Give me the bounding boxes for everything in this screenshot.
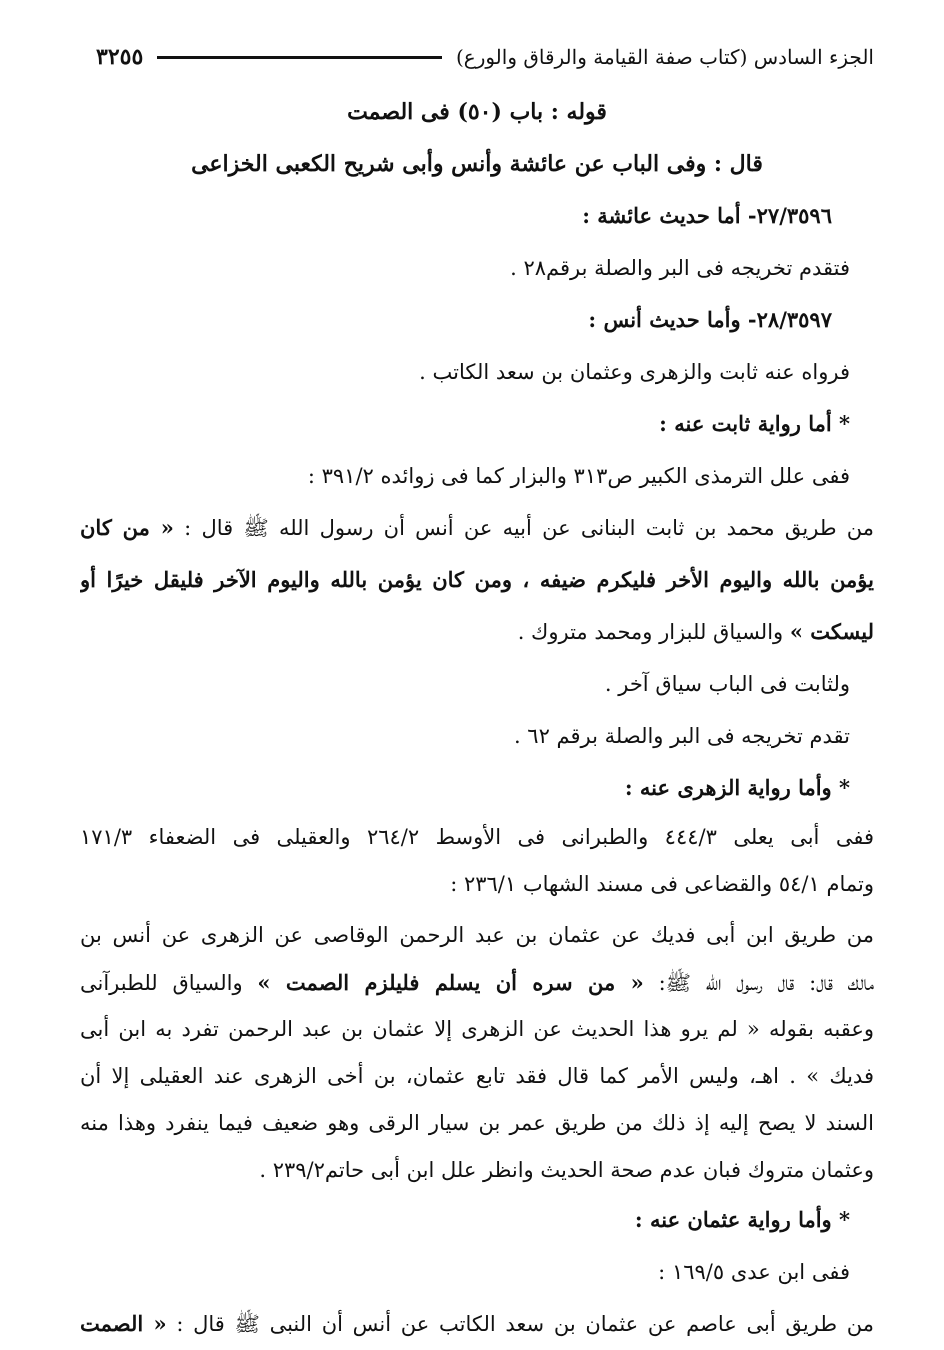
commentary-text: والسياق للبزار ومحمد متروك . <box>517 620 784 644</box>
hadith-matn-line: يؤمن بالله واليوم الأخر فليكرم ضيفه ، ومن كان يؤمن بالله واليوم الآخر فليقل خيرًا أو <box>80 567 874 592</box>
text-line <box>80 502 874 554</box>
subheading-uthman: * وأما رواية عثمان عنه : <box>634 1207 850 1232</box>
isnad-text: من طريق أبى عاصم عن عثمان بن سعد الكاتب عن أنس أن النبى ﷺ قال : <box>176 1312 874 1336</box>
text-line: ولثابت فى الباب سياق آخر . <box>604 672 850 696</box>
text-line: ففى أبى يعلى ٤٤٤/٣ والطبرانى فى الأوسط ٢٦٤/٢ والعقيلى فى الضعفاء ١٧١/٣ <box>80 825 874 849</box>
hadith-matn: « الصمت <box>80 1311 167 1336</box>
page-header <box>96 40 874 74</box>
subheading-thabit: * أما رواية ثابت عنه : <box>659 411 850 436</box>
tirmidhi-statement: قال : وفى الباب عن عائشة وأنس وأبى شريح الكعبى الخزاعى <box>191 151 763 177</box>
text-line <box>80 959 874 1006</box>
text-line: من طريق ابن أبى فديك عن عثمان بن عبد الرحمن الوقاصى عن الزهرى عن أنس بن <box>80 923 874 947</box>
header-rule <box>157 56 442 59</box>
hadith-matn: « من سره أن يسلم فليلزم الصمت » <box>257 970 644 995</box>
text-line <box>80 606 874 658</box>
page-number: ٣٢٥٥ <box>96 44 144 70</box>
text-line: فديك » . اهـ، وليس الأمر كما قال فقد تابع عثمان، بن أخى الزهرى عند العقيلى إلا أن <box>80 1064 874 1088</box>
chapter-heading: قوله : باب (٥٠) فى الصمت <box>347 99 607 125</box>
isnad-text: مالك قال: قال رسول الله ﷺ: <box>658 971 874 995</box>
hadith-heading-aisha: ٢٧/٣٥٩٦- أما حديث عائشة : <box>582 203 832 228</box>
text-line: فرواه عنه ثابت والزهرى وعثمان بن سعد الكاتب . <box>419 360 850 384</box>
isnad-text: من طريق محمد بن ثابت البنانى عن أبيه عن أنس أن رسول الله ﷺ قال : <box>184 516 874 540</box>
text-line: وعقبه بقوله « لم يرو هذا الحديث عن الزهرى إلا عثمان بن عبد الرحمن تفرد به ابن أبى <box>80 1017 874 1041</box>
text-line: تقدم تخريجه فى البر والصلة برقم ٦٢ . <box>513 724 850 748</box>
text-line: وعثمان متروك فبان عدم صحة الحديث وانظر علل ابن أبى حاتم٢٣٩/٢ . <box>259 1158 874 1182</box>
text-line: ففى ابن عدى ١٦٩/٥ : <box>658 1260 850 1284</box>
hadith-matn: ليسكت » <box>789 619 874 644</box>
text-line: فتقدم تخريجه فى البر والصلة برقم٢٨ . <box>510 256 850 280</box>
subheading-zuhri: * وأما رواية الزهرى عنه : <box>624 775 850 800</box>
text-line: ففى علل الترمذى الكبير ص٣١٣ والبزار كما فى زوائده ٣٩١/٢ : <box>307 464 850 488</box>
text-line: السند لا يصح إليه إذ ذلك من طريق عمر بن سيار الرقى وهو ضعيف فيما ينفرد وهذا منه <box>80 1111 874 1135</box>
hadith-matn: « من كان <box>80 515 174 540</box>
text-line <box>80 1298 874 1350</box>
page-body <box>80 86 874 1350</box>
text-line: وتمام ٥٤/١ والقضاعى فى مسند الشهاب ٢٣٦/١ : <box>450 872 874 896</box>
running-title: الجزء السادس (كتاب صفة القيامة والرقاق والورع) <box>455 45 874 69</box>
commentary-text: والسياق للطبرآنى <box>80 971 243 995</box>
hadith-heading-anas: ٢٨/٣٥٩٧- وأما حديث أنس : <box>588 307 832 332</box>
